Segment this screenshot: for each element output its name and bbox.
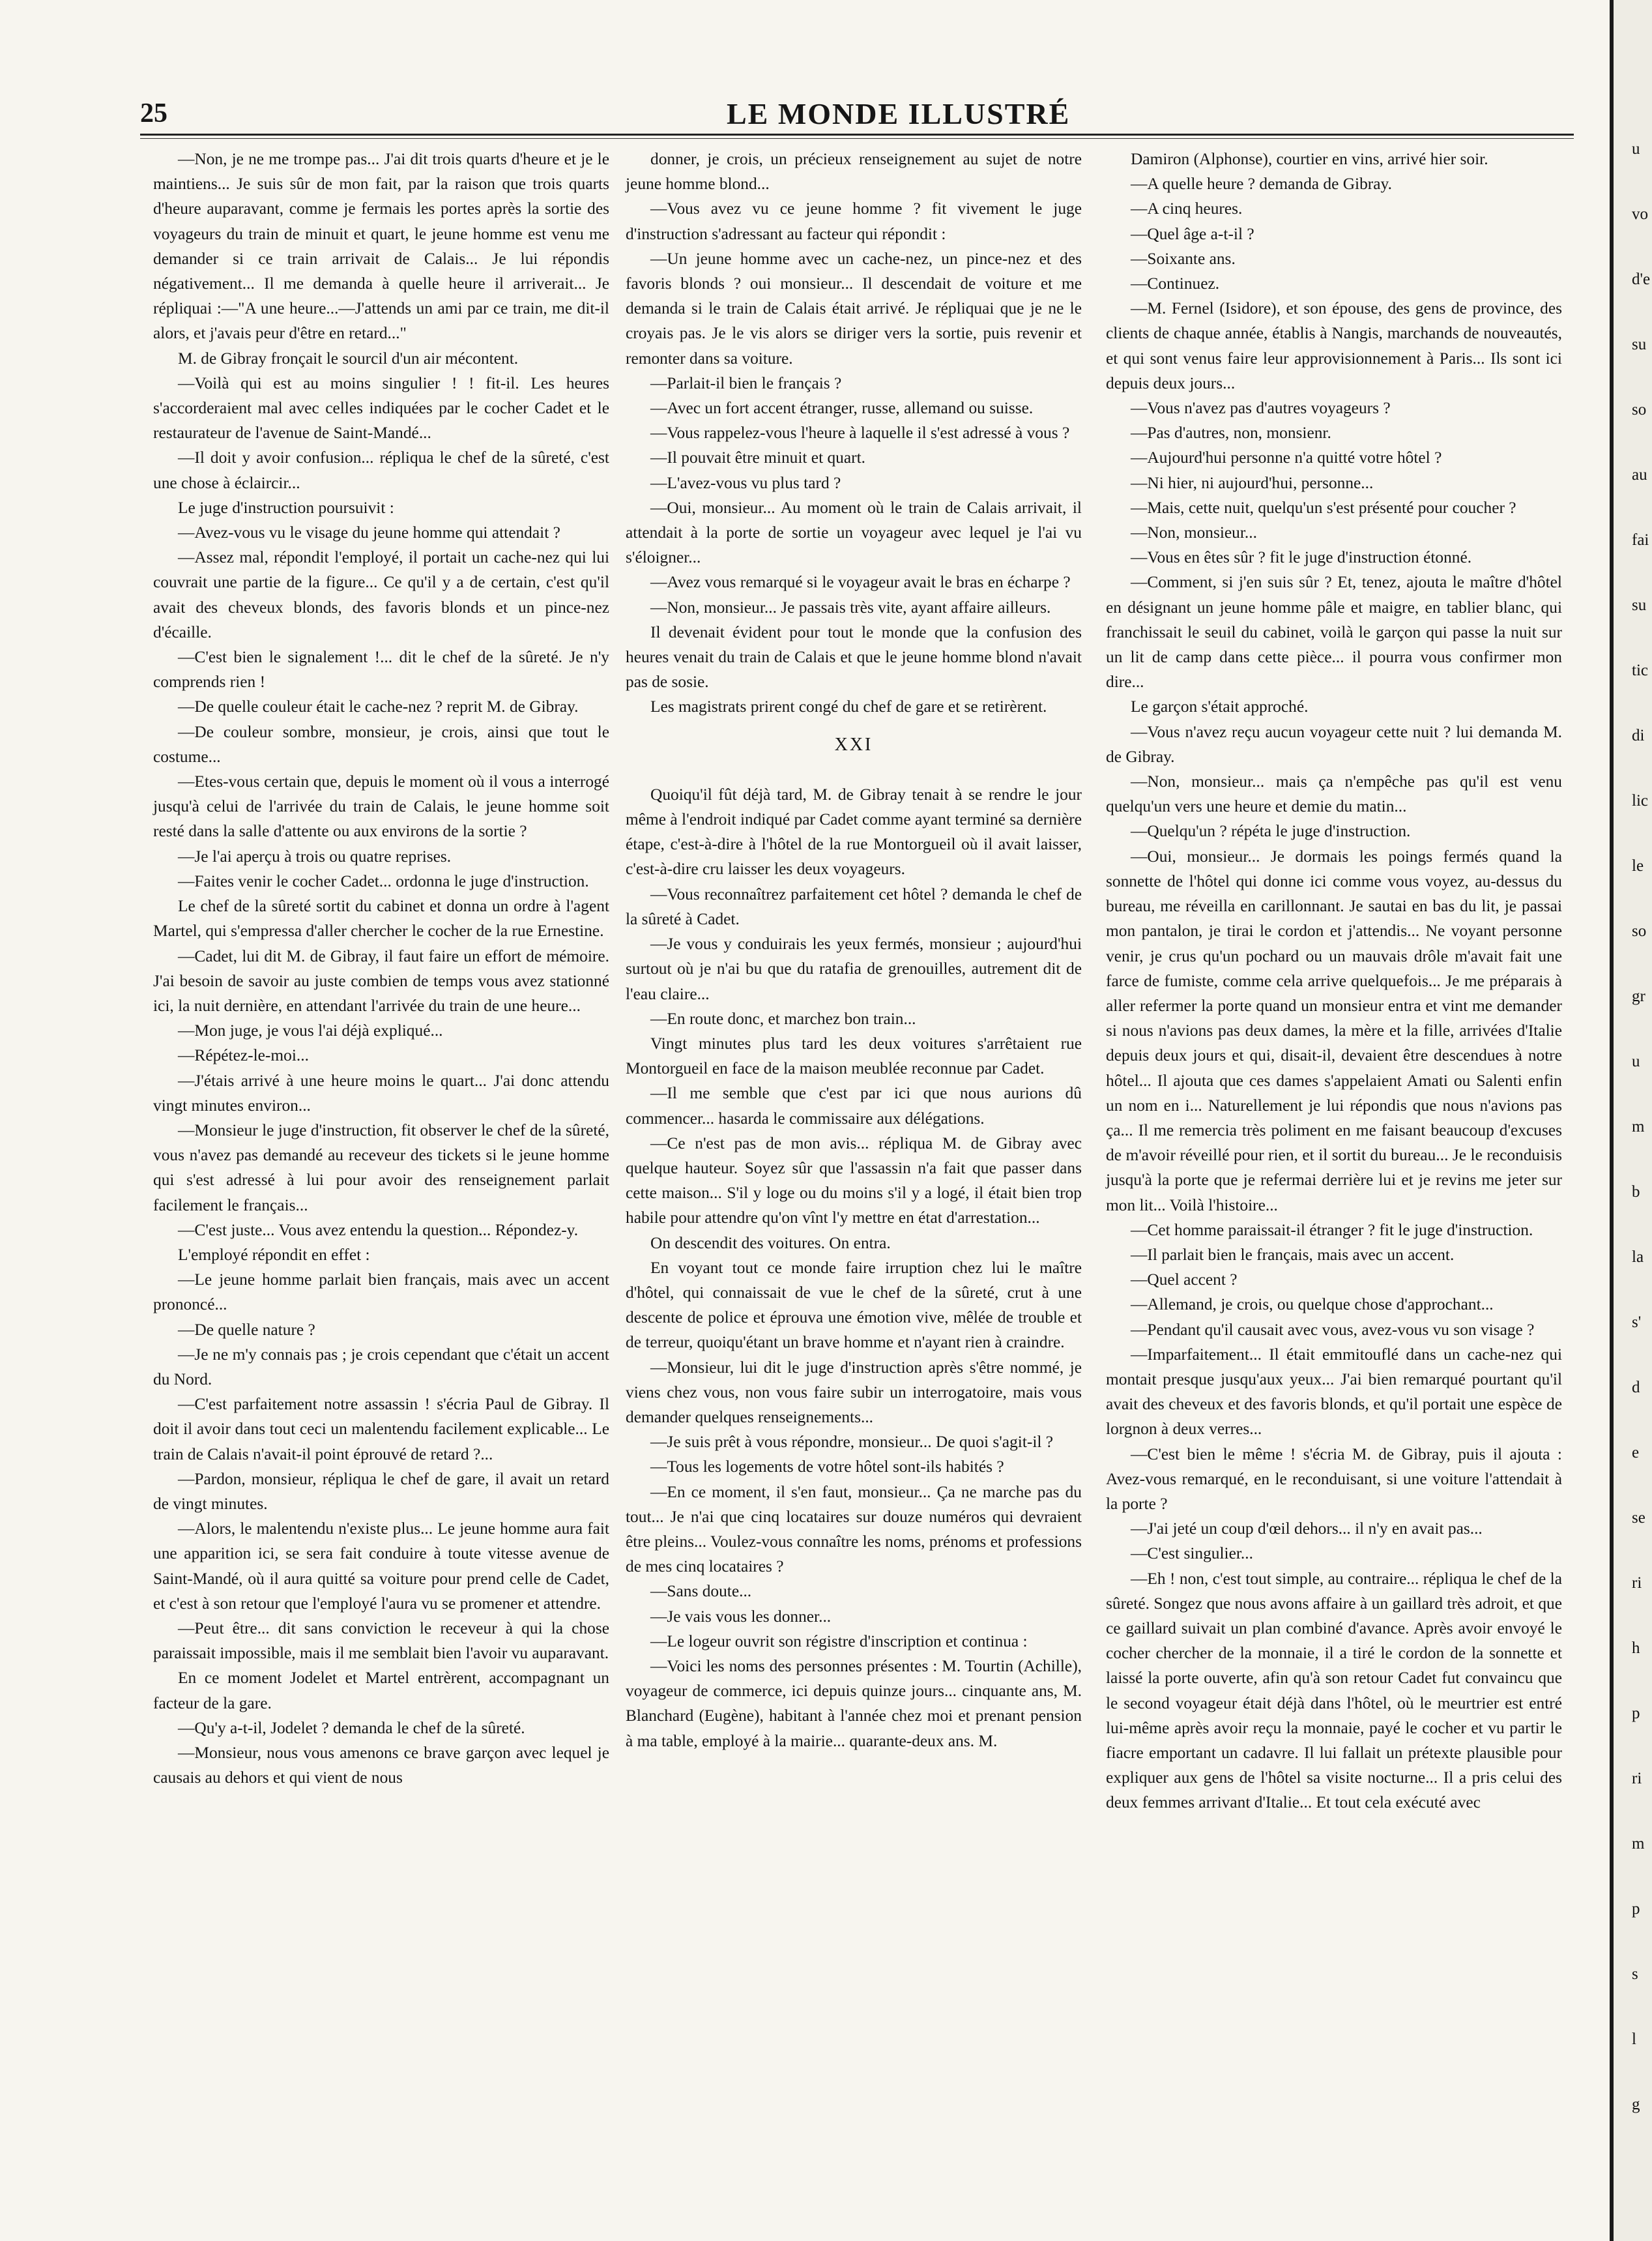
paragraph: —Soixante ans. xyxy=(1131,249,1236,268)
paragraph: —Pendant qu'il causait avec vous, avez-vous vu son visage ? xyxy=(1131,1320,1535,1339)
paragraph: —Voici les noms des personnes présentes : M. Tourtin (Achille), voyageur de commerce, ici depuis quinze jours... cinquante ans, M. Blanchard (Eugène), habitant à l'année chez moi et prenant pension à ma table, employé à la mairie... quarante-deux ans. M. xyxy=(626,1656,1082,1750)
paragraph: —C'est bien le signalement !... dit le chef de la sûreté. Je n'y comprends rien ! xyxy=(153,648,609,692)
paragraph: —C'est bien le même ! s'écria M. de Gibray, puis il ajouta : Avez-vous remarqué, en le reconduisant, si une voiture l'attendait à la porte ? xyxy=(1106,1444,1562,1513)
adjacent-page-fragment: su xyxy=(1632,596,1647,614)
paragraph: —Quel accent ? xyxy=(1131,1270,1238,1289)
paragraph: —Vous n'avez reçu aucun voyageur cette nuit ? lui demanda M. de Gibray. xyxy=(1106,722,1562,766)
text-column-2 xyxy=(626,147,1082,2219)
adjacent-page-fragment: ri xyxy=(1632,1770,1642,1787)
paragraph: —Non, monsieur... mais ça n'empêche pas qu'il est venu quelqu'un vers une heure et demie du matin... xyxy=(1106,772,1562,816)
paragraph: —Voilà qui est au moins singulier ! ! fit-il. Les heures s'accorderaient mal avec celles indiquées par le cocher Cadet et le restaurateur de l'avenue de Saint-Mandé... xyxy=(153,374,609,443)
paragraph: —Je vous y conduirais les yeux fermés, monsieur ; aujourd'hui surtout où je n'ai bu que du ratafia de grenouilles, autrement dit de l'eau claire... xyxy=(626,935,1082,1003)
paragraph: Le garçon s'était approché. xyxy=(1131,697,1309,716)
adjacent-page-fragment: u xyxy=(1632,140,1640,158)
paragraph: —En route donc, et marchez bon train... xyxy=(650,1009,916,1028)
page-header xyxy=(140,98,1574,137)
adjacent-page-fragment: su xyxy=(1632,336,1647,353)
adjacent-page-fragment: gr xyxy=(1632,988,1645,1005)
paragraph: —Un jeune homme avec un cache-nez, un pince-nez et des favoris blonds ? oui monsieur... Il descendait de voiture et me demanda si le train de Calais était arrivé. Je répliquai que je ne le croyais pas. Je le vis alors se diriger vers la sortie, puis revenir et remonter dans sa voiture. xyxy=(626,249,1082,368)
paragraph: —Peut être... dit sans conviction le receveur à qui la chose paraissait impossible, mais il me semblait bien l'avoir vu auparavant. xyxy=(153,1618,609,1663)
paragraph: Il devenait évident pour tout le monde que la confusion des heures venait du train de Calais et que le jeune homme blond n'avait pas de sosie. xyxy=(626,622,1082,692)
paragraph: —Le logeur ouvrit son régistre d'inscription et continua : xyxy=(650,1632,1028,1650)
paragraph: —A quelle heure ? demanda de Gibray. xyxy=(1131,175,1392,194)
adjacent-page-edge xyxy=(1610,0,1652,2241)
paragraph: —Quel âge a-t-il ? xyxy=(1131,224,1254,243)
journal-title: LE MONDE ILLUSTRÉ xyxy=(727,97,1071,130)
paragraph: —Oui, monsieur... Je dormais les poings fermés quand la sonnette de l'hôtel qui donne ici comme vous voyez, au-dessus du bureau, me réveilla en carillonnant. Je sautai en bas du lit, je passai mon pantalon, je tirai le cordon et j'attendis... Ne voyant personne venir, je crus qu'un pochard ou un mauvais drôle m'avait fait une farce de fumiste, comme cela arrive quelquefois... Je me préparais à aller refermer la porte quand un monsieur entra et vint me demander si nous n'avions pas deux dames, la mère et la fille, arrivées d'Italie depuis deux jours et qui, disait-il, devaient être descendues à notre hôtel... Il ajouta que ces dames s'appelaient Amati ou Salenti enfin un nom en i... Naturellement je lui répondis que nous n'avions pas ça... Il me remercia très poliment en me faisant beaucoup d'excuses de m'avoir réveillé pour rien, et il sortit du bureau... Je le reconduisis jusqu'à la porte que je refermai derrière lui et je revins me jeter sur mon lit... Voilà l'histoire... xyxy=(1106,847,1562,1214)
adjacent-page-fragment: p xyxy=(1632,1900,1640,1918)
paragraph: —C'est singulier... xyxy=(1131,1544,1253,1563)
paragraph: —Comment, si j'en suis sûr ? Et, tenez, ajouta le maître d'hôtel en désignant un jeune homme pâle et maigre, en tablier blanc, qui franchissait le seuil du cabinet, voilà le garçon qui passe la nuit sur un lit de camp dans cette pièce... il pourra vous confirmer mon dire... xyxy=(1106,573,1562,692)
header-rule xyxy=(140,134,1574,136)
paragraph: —Non, monsieur... Je passais très vite, ayant affaire ailleurs. xyxy=(650,598,1051,617)
page-number: 25 xyxy=(140,98,167,128)
adjacent-page-fragment: p xyxy=(1632,1705,1640,1722)
paragraph: Quoiqu'il fût déjà tard, M. de Gibray tenait à se rendre le jour même à l'endroit indiqué par Cadet comme ayant terminé sa dernière étape, c'est-à-dire à l'hôtel de la rue Montorgueil où il avait laisser, c'est-à-dire cru laisser les deux voyageurs. xyxy=(626,785,1082,879)
paragraph: —Tous les logements de votre hôtel sont-ils habités ? xyxy=(650,1457,1004,1476)
paragraph: —Mon juge, je vous l'ai déjà expliqué... xyxy=(178,1021,443,1040)
paragraph: —En ce moment, il s'en faut, monsieur... Ça ne marche pas du tout... Je n'ai que cinq locataires sur douze numéros qui devraient être pleins... Voulez-vous connaître les noms, prénoms et professions de mes cinq locataires ? xyxy=(626,1482,1082,1576)
paragraph: —Je suis prêt à vous répondre, monsieur... De quoi s'agit-il ? xyxy=(650,1433,1054,1452)
adjacent-page-fragment: au xyxy=(1632,466,1647,484)
paragraph: Le juge d'instruction poursuivit : xyxy=(178,498,394,517)
paragraph: —Monsieur le juge d'instruction, fit observer le chef de la sûreté, vous n'avez pas demandé au receveur des tickets si le jeune homme qui s'est adressé à lui pour avoir des renseignement parlait facilement le français... xyxy=(153,1120,609,1214)
adjacent-page-fragment: la xyxy=(1632,1248,1644,1266)
paragraph: —Je ne m'y connais pas ; je crois cependant que c'était un accent du Nord. xyxy=(153,1345,609,1388)
paragraph: —J'étais arrivé à une heure moins le quart... J'ai donc attendu vingt minutes environ... xyxy=(153,1071,609,1115)
adjacent-page-fragment: m xyxy=(1632,1118,1645,1135)
adjacent-page-fragment: h xyxy=(1632,1639,1640,1657)
paragraph: —Mais, cette nuit, quelqu'un s'est présenté pour coucher ? xyxy=(1131,498,1516,517)
paragraph: —Aujourd'hui personne n'a quitté votre hôtel ? xyxy=(1131,448,1442,467)
paragraph: —Monsieur, lui dit le juge d'instruction après s'être nommé, je viens chez vous, non vous faire subir un interrogatoire, mais vous demander quelques renseignements... xyxy=(626,1358,1082,1426)
paragraph: —Qu'y a-t-il, Jodelet ? demanda le chef de la sûreté. xyxy=(178,1718,525,1737)
adjacent-page-fragment: le xyxy=(1632,857,1644,875)
adjacent-page-fragment: m xyxy=(1632,1835,1645,1853)
paragraph: —Vous avez vu ce jeune homme ? fit vivement le juge d'instruction s'adressant au facteur qui répondit : xyxy=(626,199,1082,243)
paragraph: —J'ai jeté un coup d'œil dehors... il n'y en avait pas... xyxy=(1131,1519,1483,1538)
paragraph: En voyant tout ce monde faire irruption chez lui le maître d'hôtel, qui connaissait de vue le chef de la sûreté, crut à une descente de police et éprouva une émotion vive, mêlée de trouble et de terreur, quoiqu'étant un brave homme et n'ayant rien à craindre. xyxy=(626,1258,1082,1352)
paragraph: —Vous rappelez-vous l'heure à laquelle il s'est adressé à vous ? xyxy=(650,424,1070,443)
paragraph: —Il parlait bien le français, mais avec un accent. xyxy=(1131,1245,1455,1264)
paragraph: Damiron (Alphonse), courtier en vins, arrivé hier soir. xyxy=(1131,150,1488,168)
paragraph: —Je vais vous les donner... xyxy=(650,1607,832,1626)
paragraph: —Le jeune homme parlait bien français, mais avec un accent prononcé... xyxy=(153,1270,609,1314)
paragraph: —Pardon, monsieur, répliqua le chef de gare, il avait un retard de vingt minutes. xyxy=(153,1469,609,1513)
adjacent-page-fragment: s xyxy=(1632,1965,1638,1983)
paragraph: —Ni hier, ni aujourd'hui, personne... xyxy=(1131,473,1374,492)
paragraph: L'employé répondit en effet : xyxy=(178,1245,370,1264)
adjacent-page-fragment: di xyxy=(1632,727,1645,744)
paragraph: —Etes-vous certain que, depuis le moment où il vous a interrogé jusqu'à celui de l'arrivée du train de Calais, le jeune homme soit resté dans la salle d'attente ou aux environs de la sortie ? xyxy=(153,772,609,841)
paragraph: —Sans doute... xyxy=(650,1582,752,1601)
paragraph: —Monsieur, nous vous amenons ce brave garçon avec lequel je causais au dehors et qui vient de nous xyxy=(153,1744,609,1787)
paragraph: —Parlait-il bien le français ? xyxy=(650,374,842,392)
adjacent-page-fragment: fai xyxy=(1632,531,1649,549)
adjacent-page-fragment: so xyxy=(1632,922,1647,940)
paragraph: —Eh ! non, c'est tout simple, au contraire... répliqua le chef de la sûreté. Songez que nous avons affaire à un gaillard très adroit, et que ce gaillard suivait un plan combiné d'avance. Après avoir envoyé le cocher chercher de la monnaie, il a tiré le cordon de la sonnette et laissé la porte ouverte, afin qu'à son retour Cadet fut convaincu que le second voyageur était déjà dans l'hôtel, où le meurtrier est entré lui-même après avoir reçu la monnaie, payé le cocher et vu partir le fiacre emportant un cadavre. Il lui fallait un prétexte plausible pour expliquer aux gens de l'hôtel sa visite nocturne... Il a pris celui des deux femmes arrivant d'Italie... Et tout cela exécuté avec xyxy=(1106,1569,1562,1812)
paragraph: —A cinq heures. xyxy=(1131,199,1243,218)
section-heading: XXI xyxy=(834,734,873,755)
paragraph: —C'est parfaitement notre assassin ! s'écria Paul de Gibray. Il doit il avoir dans tout ceci un malentendu facilement explicable... Le train de Calais n'avait-il point éprouvé de retard ?... xyxy=(153,1395,609,1463)
header-rule-thin xyxy=(140,138,1574,139)
paragraph: —Cadet, lui dit M. de Gibray, il faut faire un effort de mémoire. J'ai besoin de savoir au juste combien de temps vous avez stationné ici, la nuit dernière, en attendant l'arrivée du train de une heure... xyxy=(153,946,609,1015)
adjacent-page-fragment: s' xyxy=(1632,1313,1642,1331)
text-column-1 xyxy=(153,147,609,2219)
paragraph: Le chef de la sûreté sortit du cabinet et donna un ordre à l'agent Martel, qui s'empressa d'aller chercher le cocher de la rue Ernestine. xyxy=(153,897,609,941)
paragraph: —Cet homme paraissait-il étranger ? fit le juge d'instruction. xyxy=(1131,1220,1533,1239)
paragraph: —Allemand, je crois, ou quelque chose d'approchant... xyxy=(1131,1295,1494,1314)
paragraph: —Il me semble que c'est par ici que nous aurions dû commencer... hasarda le commissaire aux délégations. xyxy=(626,1084,1082,1128)
paragraph: —L'avez-vous vu plus tard ? xyxy=(650,473,841,492)
paragraph: —Vous n'avez pas d'autres voyageurs ? xyxy=(1131,399,1391,418)
paragraph: —Je l'ai aperçu à trois ou quatre reprises. xyxy=(178,847,452,866)
adjacent-page-fragment: lic xyxy=(1632,792,1648,810)
adjacent-page-fragment: ri xyxy=(1632,1574,1642,1592)
paragraph: —Faites venir le cocher Cadet... ordonna le juge d'instruction. xyxy=(178,872,589,890)
adjacent-page-fragment: l xyxy=(1632,2030,1636,2048)
paragraph: —Vous reconnaîtrez parfaitement cet hôtel ? demanda le chef de la sûreté à Cadet. xyxy=(626,885,1082,928)
adjacent-page-fragment: e xyxy=(1632,1444,1640,1461)
paragraph: donner, je crois, un précieux renseignement au sujet de notre jeune homme blond... xyxy=(626,150,1082,194)
paragraph: —Non, je ne me trompe pas... J'ai dit trois quarts d'heure et je le maintiens... Je suis sûr de mon fait, par la raison que trois quarts d'heure auparavant, comme je fermais les portes après la sortie des voyageurs du train de minuit et quart, le jeune homme est venu me demander si ce train arrivait de Calais... Je lui répondis négativement... Il me demanda à quelle heure il arriverait... Je répliquai :—"A une heure...—J'attends un ami par ce train, me dit-il alors, et j'avais peur d'être en retard..." xyxy=(153,150,609,343)
paragraph: —Vous en êtes sûr ? fit le juge d'instruction étonné. xyxy=(1131,548,1472,567)
adjacent-page-fragment: vo xyxy=(1632,205,1648,223)
paragraph: —Avez-vous vu le visage du jeune homme qui attendait ? xyxy=(178,523,560,542)
paragraph: En ce moment Jodelet et Martel entrèrent, accompagnant un facteur de la gare. xyxy=(153,1669,609,1712)
paragraph: —Avec un fort accent étranger, russe, allemand ou suisse. xyxy=(650,399,1034,418)
paragraph: On descendit des voitures. On entra. xyxy=(650,1233,891,1252)
paragraph: —Oui, monsieur... Au moment où le train de Calais arrivait, il attendait à la porte de sortie un voyageur avec lequel je l'ai vu s'éloigner... xyxy=(626,498,1082,567)
adjacent-page-fragment: u xyxy=(1632,1053,1640,1070)
paragraph: Vingt minutes plus tard les deux voitures s'arrêtaient rue Montorgueil en face de la maison meublée reconnue par Cadet. xyxy=(626,1034,1082,1078)
paragraph: —Ce n'est pas de mon avis... répliqua M. de Gibray avec quelque hauteur. Soyez sûr que l'assassin n'a fait que passer dans cette maison... S'il y loge ou du moins s'il y a logé, il était bien trop habile pour attendre qu'on vînt l'y mettre en état d'arrestation... xyxy=(626,1134,1082,1227)
paragraph: —M. Fernel (Isidore), et son épouse, des gens de province, des clients de chaque année, établis à Nangis, marchands de nouveautés, et qui sont venus faire leur approvisionnement à Paris... Ils sont ici depuis deux jours... xyxy=(1106,299,1562,392)
adjacent-page-fragment: b xyxy=(1632,1183,1640,1201)
paragraph: —Quelqu'un ? répéta le juge d'instruction. xyxy=(1131,822,1411,841)
paragraph: —Avez vous remarqué si le voyageur avait le bras en écharpe ? xyxy=(650,573,1071,592)
text-column-3 xyxy=(1106,147,1562,2219)
adjacent-page-fragment: so xyxy=(1632,401,1647,418)
paragraph: Les magistrats prirent congé du chef de gare et se retirèrent. xyxy=(650,697,1047,716)
adjacent-page-fragment: d xyxy=(1632,1379,1640,1396)
adjacent-page-fragment: d'e xyxy=(1632,271,1651,288)
paragraph: —Non, monsieur... xyxy=(1131,523,1257,542)
paragraph: —Il doit y avoir confusion... répliqua le chef de la sûreté, c'est une chose à éclaircir... xyxy=(153,448,609,492)
paragraph: —Continuez. xyxy=(1131,274,1220,293)
paragraph: —Il pouvait être minuit et quart. xyxy=(650,448,865,467)
paragraph: —C'est juste... Vous avez entendu la question... Répondez-y. xyxy=(178,1220,579,1239)
adjacent-page-fragment: tic xyxy=(1632,662,1648,679)
paragraph: —Imparfaitement... Il était emmitouflé dans un cache-nez qui montait presque jusqu'aux yeux... J'ai bien remarqué pourtant qu'il avait des cheveux et des favoris blonds, et qu'il portait une espèce de lorgnon à deux verres... xyxy=(1106,1345,1562,1439)
paragraph: —Répétez-le-moi... xyxy=(178,1046,309,1065)
adjacent-page-fragment: se xyxy=(1632,1509,1645,1527)
paragraph: —Pas d'autres, non, monsienr. xyxy=(1131,424,1331,443)
paragraph: —De quelle couleur était le cache-nez ? reprit M. de Gibray. xyxy=(178,697,579,716)
paragraph: —De quelle nature ? xyxy=(178,1320,315,1339)
paragraph: M. de Gibray fronçait le sourcil d'un air mécontent. xyxy=(178,349,519,368)
adjacent-page-fragment: g xyxy=(1632,2096,1640,2113)
paragraph: —De couleur sombre, monsieur, je crois, ainsi que tout le costume... xyxy=(153,722,609,766)
paragraph: —Alors, le malentendu n'existe plus... Le jeune homme aura fait une apparition ici, se sera fait conduire à toute vitesse avenue de Saint-Mandé, où il aura quitté sa voiture pour prend celle de Cadet, et c'est à son retour que l'employé l'aura vu se promener et attendre. xyxy=(153,1519,609,1613)
paragraph: —Assez mal, répondit l'employé, il portait un cache-nez qui lui couvrait une partie de la figure... Ce qu'il y a de certain, c'est qu'il avait des cheveux blonds, des favoris blonds et un pince-nez d'écaille. xyxy=(153,548,609,641)
